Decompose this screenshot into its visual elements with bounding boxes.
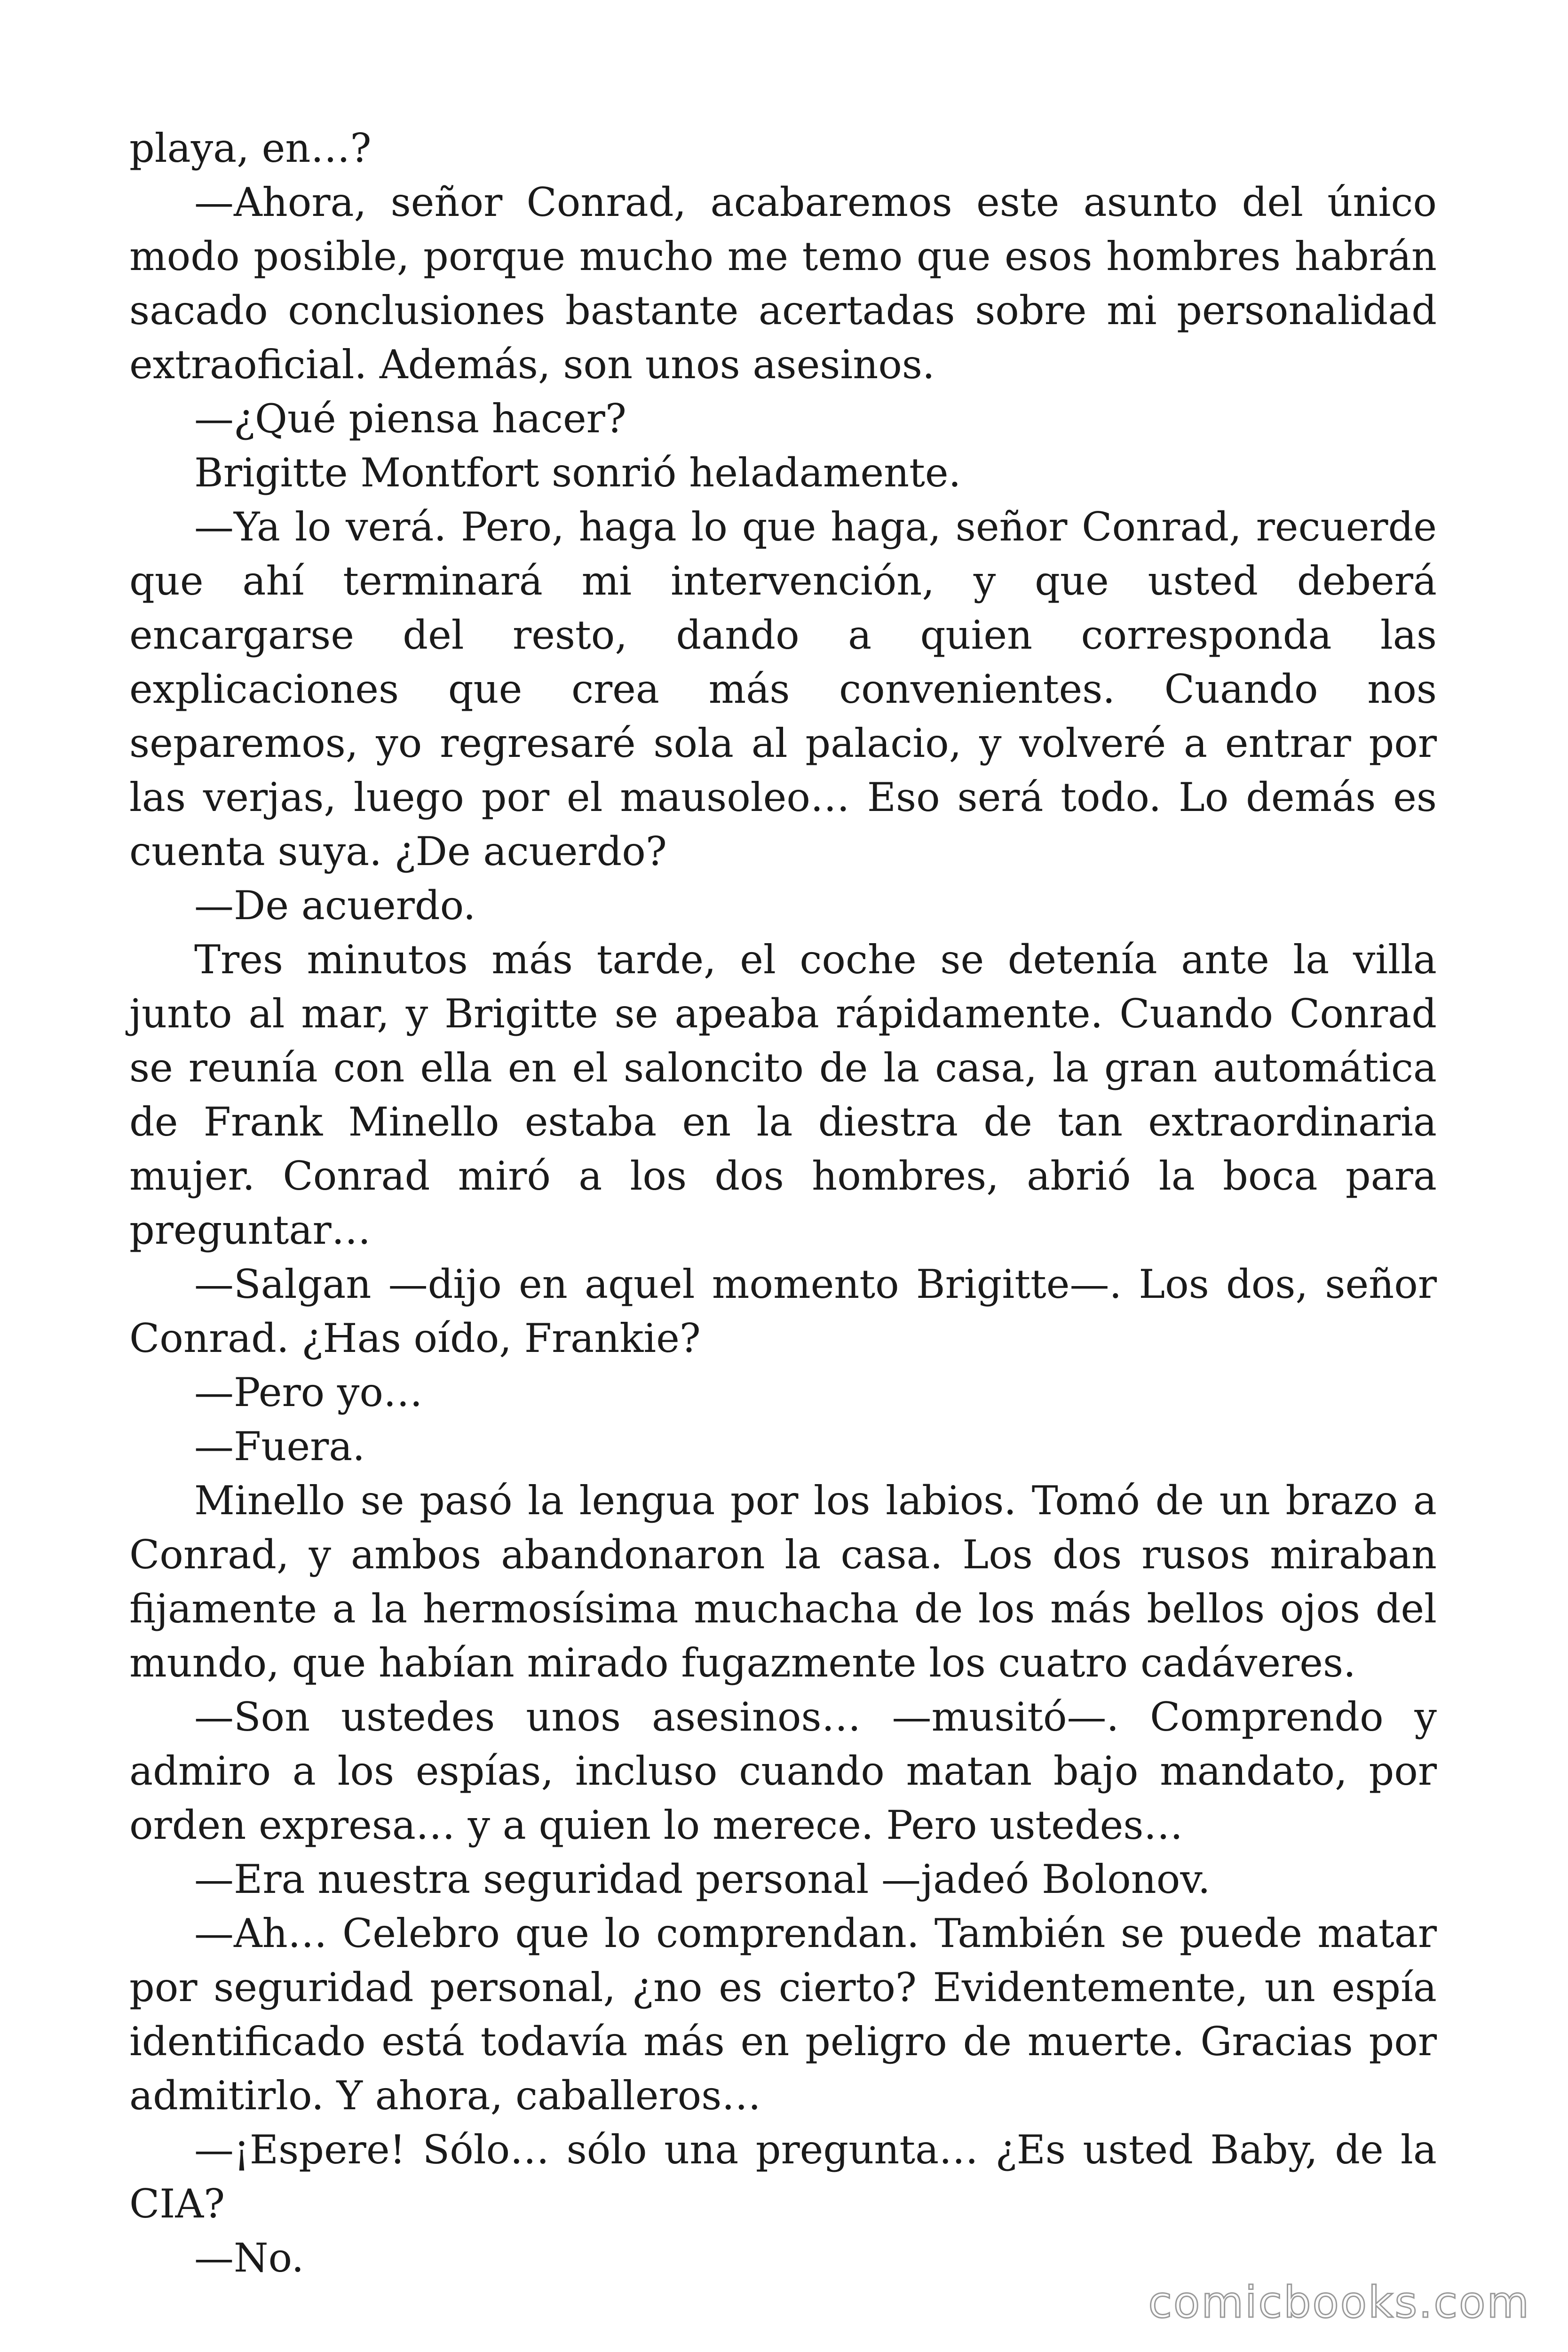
page-body bbox=[129, 121, 1437, 2285]
paragraph: Tres minutos más tarde, el coche se detenía ante la villa junto al mar, y Brigitte se apeaba rápidamente. Cuando Conrad se reunía con ella en el saloncito de la casa, la gran automática de Frank Minello estaba en la diestra de tan extraordinaria mujer. Conrad miró a los dos hombres, abrió la boca para preguntar… bbox=[129, 937, 1437, 1253]
paragraph: —Pero yo… bbox=[194, 1369, 423, 1415]
paragraph: Minello se pasó la lengua por los labios. Tomó de un brazo a Conrad, y ambos abandonaron la casa. Los dos rusos miraban fijamente a la hermosísima muchacha de los más bellos ojos del mundo, que habían mirado fugazmente los cuatro cadáveres. bbox=[129, 1478, 1437, 1686]
paragraph: —Fuera. bbox=[194, 1423, 365, 1470]
paragraph: —No. bbox=[194, 2235, 304, 2281]
watermark: comicbooks.com bbox=[1148, 2277, 1530, 2328]
paragraph: —Ah… Celebro que lo comprendan. También se puede matar por seguridad personal, ¿no es cierto? Evidentemente, un espía identificado está todavía más en peligro de muerte. Gracias por admitirlo. Y ahora, caballeros… bbox=[129, 1910, 1437, 2119]
paragraph: —De acuerdo. bbox=[194, 882, 476, 929]
paragraph: Brigitte Montfort sonrió heladamente. bbox=[194, 450, 961, 496]
paragraph: —Era nuestra seguridad personal —jadeó Bolonov. bbox=[194, 1856, 1211, 1902]
paragraph: —Son ustedes unos asesinos… —musitó—. Comprendo y admiro a los espías, incluso cuando matan bajo mandato, por orden expresa… y a quien lo merece. Pero ustedes… bbox=[129, 1694, 1437, 1848]
paragraph: —Ahora, señor Conrad, acabaremos este asunto del único modo posible, porque mucho me temo que esos hombres habrán sacado conclusiones bastante acertadas sobre mi personalidad extraoficial. Además, son unos asesinos. bbox=[129, 179, 1437, 388]
paragraph: —¿Qué piensa hacer? bbox=[194, 396, 626, 442]
paragraph: —¡Espere! Sólo… sólo una pregunta… ¿Es usted Baby, de la CIA? bbox=[129, 2127, 1437, 2227]
paragraph: —Ya lo verá. Pero, haga lo que haga, señor Conrad, recuerde que ahí terminará mi intervención, y que usted deberá encargarse del resto, dando a quien corresponda las explicaciones que crea más convenientes. Cuando nos separemos, yo regresaré sola al palacio, y volveré a entrar por las verjas, luego por el mausoleo… Eso será todo. Lo demás es cuenta suya. ¿De acuerdo? bbox=[129, 504, 1437, 874]
paragraph: playa, en…? bbox=[129, 125, 372, 171]
paragraph: —Salgan —dijo en aquel momento Brigitte—. Los dos, señor Conrad. ¿Has oído, Frankie? bbox=[129, 1261, 1437, 1361]
